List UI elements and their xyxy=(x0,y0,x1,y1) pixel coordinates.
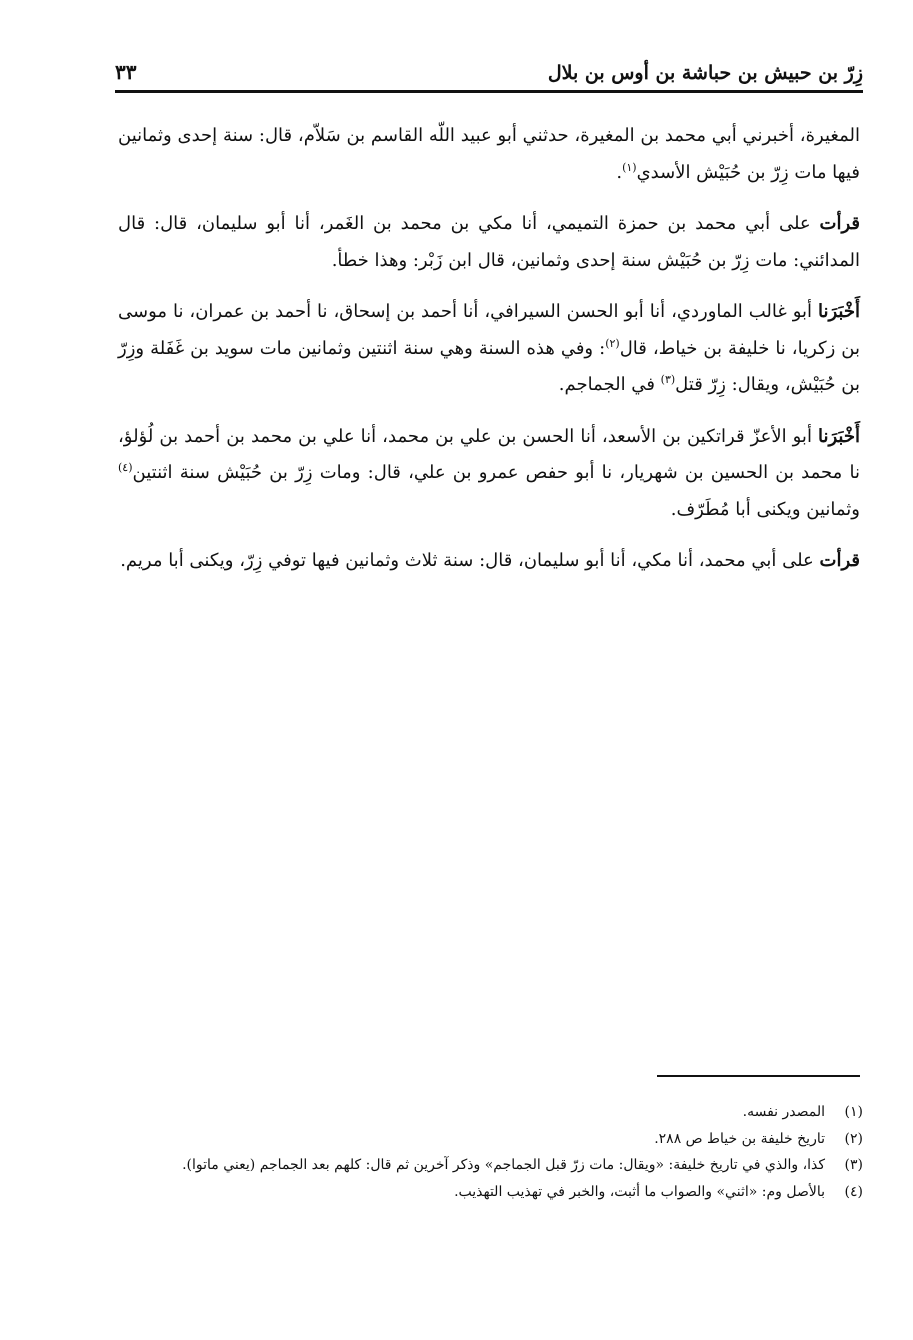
footnote-text: بالأصل وم: «اثني» والصواب ما أثبت، والخبر في تهذيب التهذيب. xyxy=(454,1183,825,1200)
paragraph-text: على أبي محمد بن حمزة التميمي، أنا مكي بن محمد بن الغَمر، أنا أبو سليمان، قال: قال المدائني: مات زِرّ بن حُبَيْش سنة إحدى وثمانين، قال ابن زَبْر: وهذا خطأ. xyxy=(118,213,860,271)
paragraph-lead-word: قرأت xyxy=(819,550,860,571)
main-text xyxy=(118,118,860,595)
footnote-item xyxy=(112,1153,863,1178)
paragraph-text: أبو الأعزّ قراتكين بن الأسعد، أنا الحسن بن علي بن محمد، أنا علي بن محمد بن أحمد بن لُؤلؤ، نا محمد بن الحسين بن شهريار، نا أبو حفص عمرو بن علي، قال: ومات زِرّ بن حُبَيْش سنة اثنتين xyxy=(118,425,860,483)
footnote-number: (٤) xyxy=(844,1183,863,1200)
footnote-separator xyxy=(657,1075,860,1077)
paragraph-lead-word: أَخْبَرَنا xyxy=(818,301,860,322)
paragraph-text: في الجماجم. xyxy=(558,374,661,395)
footnote-text: كذا، والذي في تاريخ خليفة: «ويقال: مات زرّ قبل الجماجم» وذكر آخرين ثم قال: كلهم بعد الجماجم (يعني ماتوا). xyxy=(182,1157,825,1173)
footnote-ref-4: (٤) xyxy=(118,461,133,474)
footnote-item xyxy=(112,1100,863,1125)
paragraph-lead-word: قرأت xyxy=(819,213,860,234)
footnote-number: (٣) xyxy=(844,1157,863,1173)
footnote-ref-1: (١) xyxy=(622,160,637,174)
paragraph-1 xyxy=(118,118,860,191)
running-title: زِرّ بن حبيش بن حباشة بن أوس بن بلال xyxy=(547,62,863,84)
page-number: ٣٣ xyxy=(115,60,137,84)
header-rule xyxy=(115,90,863,93)
footnote-item xyxy=(112,1180,863,1205)
paragraph-text: . xyxy=(616,161,623,183)
page-header xyxy=(115,46,863,90)
paragraph-text: المغيرة، أخبرني أبي محمد بن المغيرة، حدثني أبو عبيد اللّه القاسم بن سَلاّم، قال: سنة إحدى وثمانين فيها مات زِرّ بن حُبَيْش الأسدي xyxy=(118,125,860,183)
paragraph-3 xyxy=(118,294,860,404)
footnote-number: (٢) xyxy=(844,1130,863,1147)
footnotes xyxy=(112,1100,863,1206)
footnote-text: المصدر نفسه. xyxy=(742,1104,825,1120)
paragraph-5 xyxy=(118,543,860,580)
paragraph-lead-word: أَخْبَرَنا xyxy=(818,425,860,447)
footnote-ref-3: (٣) xyxy=(660,373,676,386)
paragraph-4 xyxy=(118,419,860,529)
footnote-ref-2: (٢) xyxy=(605,336,620,350)
footnote-number: (١) xyxy=(844,1104,863,1120)
paragraph-text: وثمانين ويكنى أبا مُطَرّف. xyxy=(670,498,860,520)
paragraph-text: أبو غالب الماوردي، أنا أبو الحسن السيرافي، أنا أحمد بن إسحاق، نا أحمد بن عمران، نا موسى بن زكريا، نا خليفة بن خياط، قال xyxy=(118,301,861,359)
footnote-text: تاريخ خليفة بن خياط ص ٢٨٨. xyxy=(654,1130,825,1147)
paragraph-2 xyxy=(118,206,860,279)
paragraph-text: على أبي محمد، أنا مكي، أنا أبو سليمان، قال: سنة ثلاث وثمانين فيها توفي زِرّ، ويكنى أبا مريم. xyxy=(120,550,820,571)
footnote-item xyxy=(112,1127,863,1152)
paragraph-text: : وفي هذه السنة وهي سنة اثنتين وثمانين مات سويد بن غَفَلة وزِرّ بن حُبَيْش، ويقال: زِرّ قتل xyxy=(118,337,860,395)
